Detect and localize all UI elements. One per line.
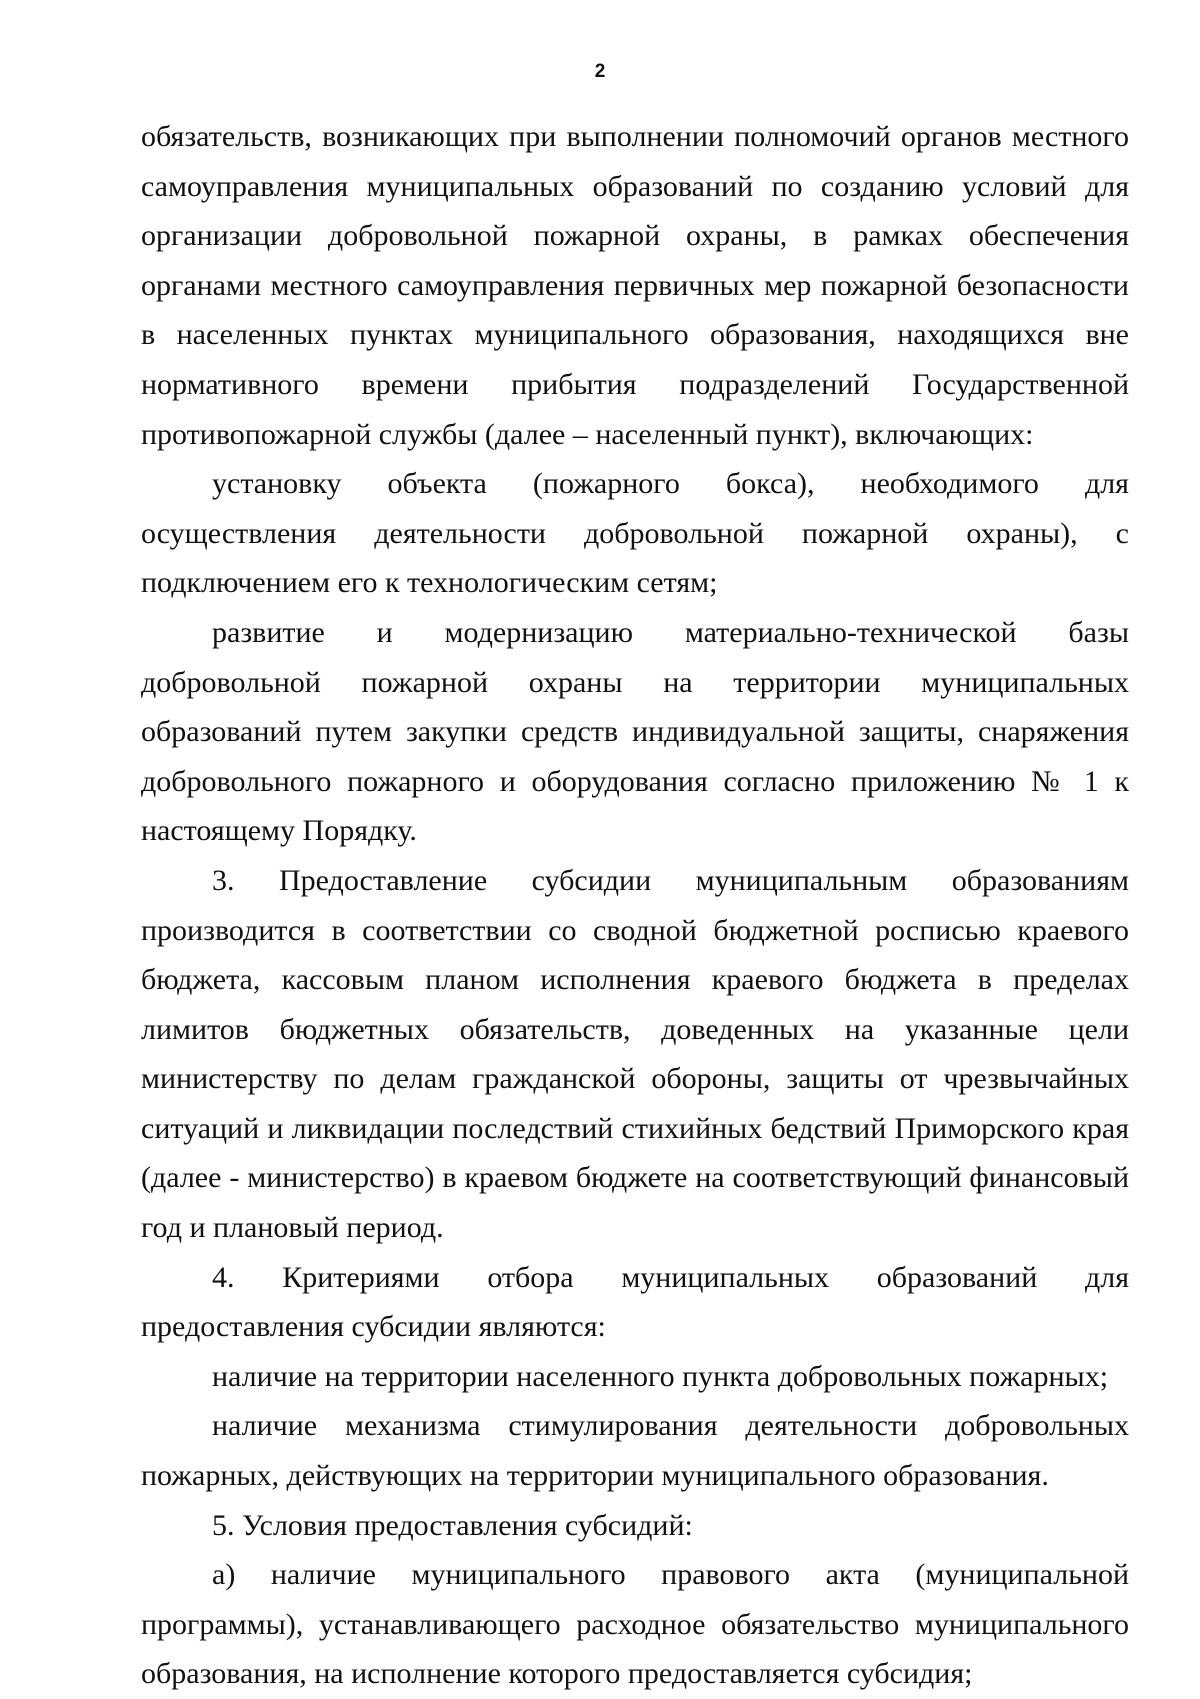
page-number: 2	[594, 61, 606, 82]
paragraph-intro-continuation: обязательств, возникающих при выполнении полномочий органов местного самоуправления муниципальных образований по созданию условий для организации добровольной пожарной охраны, в рамках обеспечения органами местного самоуправления первичных мер пожарной безопасности в населенных пунктах муниципального образования, находящихся вне нормативного времени прибытия подразделений Государственной противопожарной службы (далее – населенный пункт), включающих:	[141, 120, 1129, 451]
paragraph-condition-a: а) наличие муниципального правового акта (муниципальной программы), устанавливающего расходное обязательство муниципального образования, на исполнение которого предоставляется субсидия;	[141, 1558, 1129, 1691]
document-body	[141, 112, 1129, 1699]
paragraph-section-5: 5. Условия предоставления субсидий:	[212, 1508, 693, 1542]
paragraph-criterion-2: наличие механизма стимулирования деятельности добровольных пожарных, действующих на территории муниципального образования.	[141, 1409, 1129, 1493]
paragraph-modernization: развитие и модернизацию материально-технической базы добровольной пожарной охраны на территории муниципальных образований путем закупки средств индивидуальной защиты, снаряжения добровольного пожарного и оборудования согласно приложению № 1 к настоящему Порядку.	[141, 615, 1129, 848]
paragraph-section-3: 3. Предоставление субсидии муниципальным образованиям производится в соответствии со сводной бюджетной росписью краевого бюджета, кассовым планом исполнения краевого бюджета в пределах лимитов бюджетных обязательств, доведенных на указанные цели министерству по делам гражданской обороны, защиты от чрезвычайных ситуаций и ликвидации последствий стихийных бедствий Приморского края (далее - министерство) в краевом бюджете на соответствующий финансовый год и плановый период.	[141, 863, 1129, 1245]
paragraph-criterion-1: наличие на территории населенного пункта добровольных пожарных;	[212, 1359, 1109, 1393]
paragraph-fire-box: установку объекта (пожарного бокса), необходимого для осуществления деятельности добровольной пожарной охраны), с подключением его к технологическим сетям;	[141, 467, 1129, 600]
paragraph-section-4: 4. Критериями отбора муниципальных образований для предоставления субсидии являются:	[141, 1260, 1129, 1344]
